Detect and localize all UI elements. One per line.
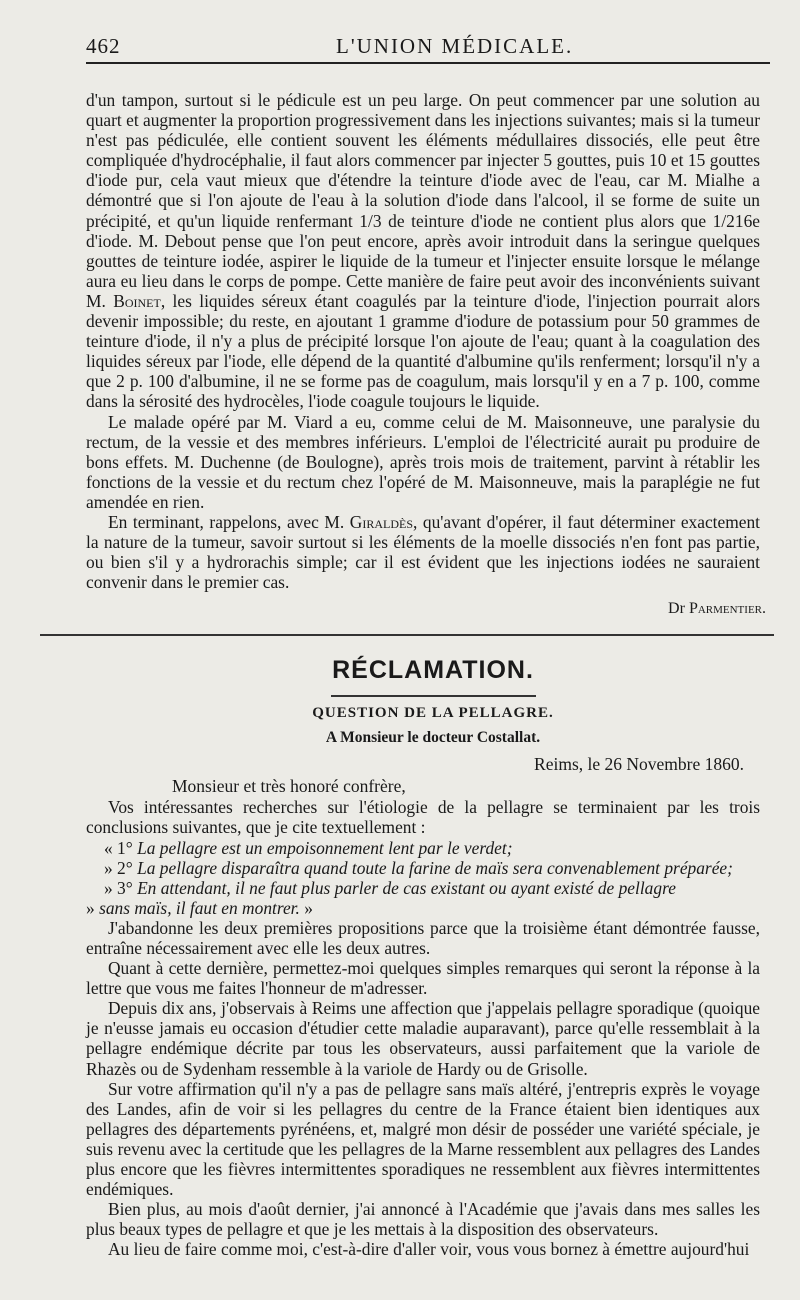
letter-paragraph: Au lieu de faire comme moi, c'est-à-dire d'aller voir, vous vous bornez à émettre aujourd'hui [108,1239,750,1260]
page-number: 462 [86,34,121,58]
quote-line: » 2° La pellagre disparaîtra quand toute la farine de maïs sera convenablement préparée; [104,857,733,878]
letter-paragraph: Bien plus, au mois d'août dernier, j'ai annoncé à l'Académie que j'avais dans mes salles les plus beaux types de pellagre et que je les mettais à la disposition des observateurs. [86,1199,760,1240]
letter-paragraph: Depuis dix ans, j'observais à Reims une affection que j'appelais pellagre sporadique (quoique je n'eusse jamais eu occasion d'étudier cette maladie auparavant), parce qu'elle ressemblait à la pellagre endémique décrite par tous les observateurs, aussi parfaitement que la variole de Rhazès ou de Sydenham ressemble à la variole de Hardy ou de Grisolle. [86,998,760,1079]
letter-address: A Monsieur le docteur Costallat. [325,729,541,747]
letter-paragraph: Quant à cette dernière, permettez-moi quelques simples remarques qui seront la réponse à la lettre que vous me faites l'honneur de m'adresser. [86,958,760,999]
quote-line: « 1° La pellagre est un empoisonnement lent par le verdet; [104,837,513,858]
title-rule [331,695,536,697]
article-paragraph: Le malade opéré par M. Viard a eu, comme celui de M. Maisonneuve, une paralysie du rectum, de la vessie et des membres inférieurs. L'emploi de l'électricité aurait pu produire de bons effets. M. Duchenne (de Boulogne), après trois mois de traitement, parvint à rétablir les fonctions de la vessie et du rectum chez l'opéré de M. Maisonneuve, mais la paraplégie ne fut amendée en rien. [86,411,760,512]
article-conclusion [86,90,766,618]
letter-paragraph: J'abandonne les deux premières propositions parce que la troisième étant démontrée fausse, entraîne nécessairement avec elle les deux autres. [86,917,760,958]
author-name: Boinet [113,290,161,311]
article-paragraph: d'un tampon, surtout si le pédicule est un peu large. On peut commencer par une solution au quart et augmenter la proportion progressivement dans les injections suivantes; mais si la tumeur n'est pas pédiculée, elle contient souvent les éléments médullaires dissociés, elle peut être compliquée d'hydrocéphalie, il faut alors commencer par injecter 5 gouttes, puis 10 et 15 gouttes d'iode pur, cela vaut mieux que d'étendre la teinture d'iode avec de l'eau, car M. Mialhe a démontré que si l'on ajoute de l'eau à la solution d'iode dans l'alcool, il se forme de suite un précipité, et qu'un liquide renfermant 1/3 de teinture d'iode ne contient plus alors que 1/216e d'iode. M. Debout pense que l'on peut encore, après avoir introduit dans la seringue quelques gouttes de teinture iodée, aspirer le liquide de la tumeur et l'injecter ensuite lorsque le mélange aura eu lieu dans le corps de pompe. Cette manière de faire peut avoir des inconvénients suivant M. Boinet, les liquides séreux étant coagulés par la teinture d'iode, l'injection pourrait alors devenir impossible; du reste, en ajoutant 1 gramme d'iodure de potassium pour 50 grammes de teinture d'iode, il n'y a plus de précipité lorsque l'on ajoute de l'eau; quant à la coagulation des liquides séreux par l'iode, elle dépend de la quantité d'albumine qu'ils renferment; lorsqu'il n'y a que 2 p. 100 d'albumine, il ne se forme pas de coagulum, mais lorsqu'il y en a 7 p. 100, comme dans la sérosité des hydrocèles, l'iode coagule toujours le liquide. [86,90,760,412]
letter-salutation: Monsieur et très honoré confrère, [172,776,406,797]
section-subtitle: QUESTION DE LA PELLAGRE. [312,705,554,722]
letter-paragraph: Vos intéressantes recherches sur l'étiologie de la pellagre se terminaient par les trois conclusions suivantes, que je cite textuellement : [86,797,760,838]
letter-paragraph: Sur votre affirmation qu'il n'y a pas de pellagre sans maïs altéré, j'entrepris exprès le voyage des Landes, afin de voir si les pellagres du centre de la France étaient bien identiques aux pellagres des départements pyrénéens, et, malgré mon désir de posséder une variété spéciale, je suis revenu avec la certitude que les pellagres de la Marne ressemblent aux pellagres des Landes plus encore que les fièvres intermittentes sporadiques ne ressemblent aux fièvres intermittentes endémiques. [86,1078,760,1200]
letter-dateline: Reims, le 26 Novembre 1860. [534,754,744,775]
quoted-conclusions [86,838,760,918]
signature: Dr Parmentier. [668,600,766,618]
section-separator [40,634,774,636]
section-title: RÉCLAMATION. [332,656,534,685]
journal-title: L'UNION MÉDICALE. [336,34,574,58]
quote-line: » sans maïs, il faut en montrer. » [86,897,313,918]
article-paragraph: En terminant, rappelons, avec M. Giraldès, qu'avant d'opérer, il faut déterminer exactement la nature de la tumeur, savoir surtout si les éléments de la moelle dissociés n'en font pas partie, ou bien s'il y a hydrorachis simple; car il est évident que les injections iodées ne sauraient convenir dans le premier cas. [86,511,760,593]
running-header [86,22,770,64]
author-name: Giraldès [349,511,413,532]
quote-line: » 3° En attendant, il ne faut plus parler de cas existant ou ayant existé de pellagre [104,877,676,898]
